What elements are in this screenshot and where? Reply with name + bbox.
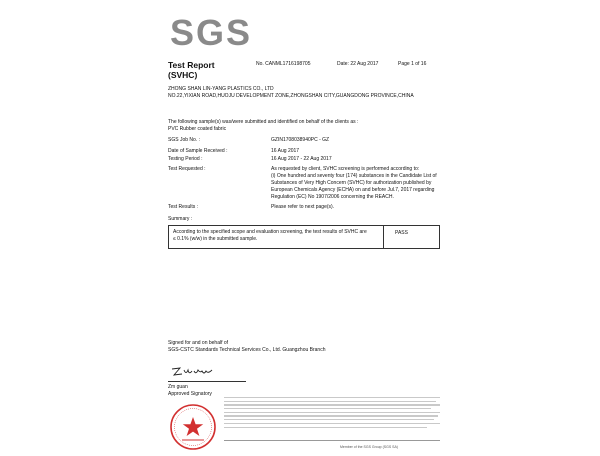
footer-member: Member of the SGS Group (SGS SA) — [340, 445, 398, 449]
test-requested-line: As requested by client, SVHC screening is performed according to: — [271, 166, 420, 172]
footer-divider — [224, 440, 440, 445]
test-requested-line: Substances of Very High Concern (SVHC) for authorization published by — [271, 180, 432, 186]
signed-line2: SGS-CSTC Standards Technical Services Co., Ltd. Guangzhou Branch — [168, 347, 326, 353]
test-requested-line: European Chemicals Agency (ECHA) on and before Jul.7, 2017 regarding — [271, 187, 435, 193]
report-title-line1: Test Report — [168, 60, 215, 70]
summary-label: Summary : — [168, 216, 193, 222]
report-title — [168, 60, 215, 80]
date-received-label: Date of Sample Received : — [168, 148, 228, 154]
company-seal-icon — [169, 403, 217, 456]
signed-block — [168, 340, 326, 354]
client-name: ZHONG SHAN LIN-YANG PLASTICS CO., LTD — [168, 86, 274, 92]
client-block — [168, 86, 414, 100]
testing-period-label: Testing Period : — [168, 156, 203, 162]
sample-name: PVC Rubber coated fabric — [168, 126, 227, 132]
client-address: NO.22,YIXIAN ROAD,HUOJU DEVELOPMENT ZONE,ZHONGSHAN CITY,GUANGDONG PROVINCE,CHINA — [168, 93, 414, 99]
report-date: Date: 22 Aug 2017 — [337, 61, 379, 67]
summary-box — [168, 225, 440, 249]
sgs-job-value: GZIN1708038940PC - GZ — [271, 137, 330, 143]
signatory-title: Approved Signatory — [168, 391, 212, 397]
summary-result: PASS — [395, 230, 408, 236]
test-results-label: Test Results : — [168, 204, 199, 210]
report-number: No. CANML1716198705 — [256, 61, 311, 67]
signed-line1: Signed for and on behalf of — [168, 340, 229, 346]
report-title-line2: (SVHC) — [168, 70, 198, 80]
sgs-job-label: SGS Job No. : — [168, 137, 200, 143]
sample-intro: The following sample(s) was/were submitted and identified on behalf of the clients as : — [168, 119, 359, 125]
sample-block — [168, 119, 358, 133]
date-received-value: 16 Aug 2017 — [271, 148, 300, 154]
summary-text-line: According to the specified scope and evaluation screening, the test results of SVHC are — [173, 229, 367, 235]
signatory-block — [168, 384, 212, 398]
test-requested-line: (i) One hundred and seventy four (174) substances in the Candidate List of — [271, 173, 437, 179]
test-results-value: Please refer to next page(s). — [271, 204, 335, 210]
summary-divider — [383, 226, 384, 248]
test-requested-value — [271, 166, 541, 201]
summary-text — [173, 229, 378, 243]
page-number: Page 1 of 16 — [398, 61, 427, 67]
signature-line — [168, 381, 246, 382]
summary-text-line: ≤ 0.1% (w/w) in the submitted sample. — [173, 236, 258, 242]
sgs-logo: SGS — [170, 12, 253, 53]
testing-period-value: 16 Aug 2017 - 22 Aug 2017 — [271, 156, 332, 162]
test-requested-label: Test Requested : — [168, 166, 206, 172]
test-requested-line: Regulation (EC) No 1907/2006 concerning the REACH. — [271, 194, 394, 200]
signatory-name: Zm guan — [168, 384, 188, 390]
legal-fineprint — [224, 397, 440, 437]
